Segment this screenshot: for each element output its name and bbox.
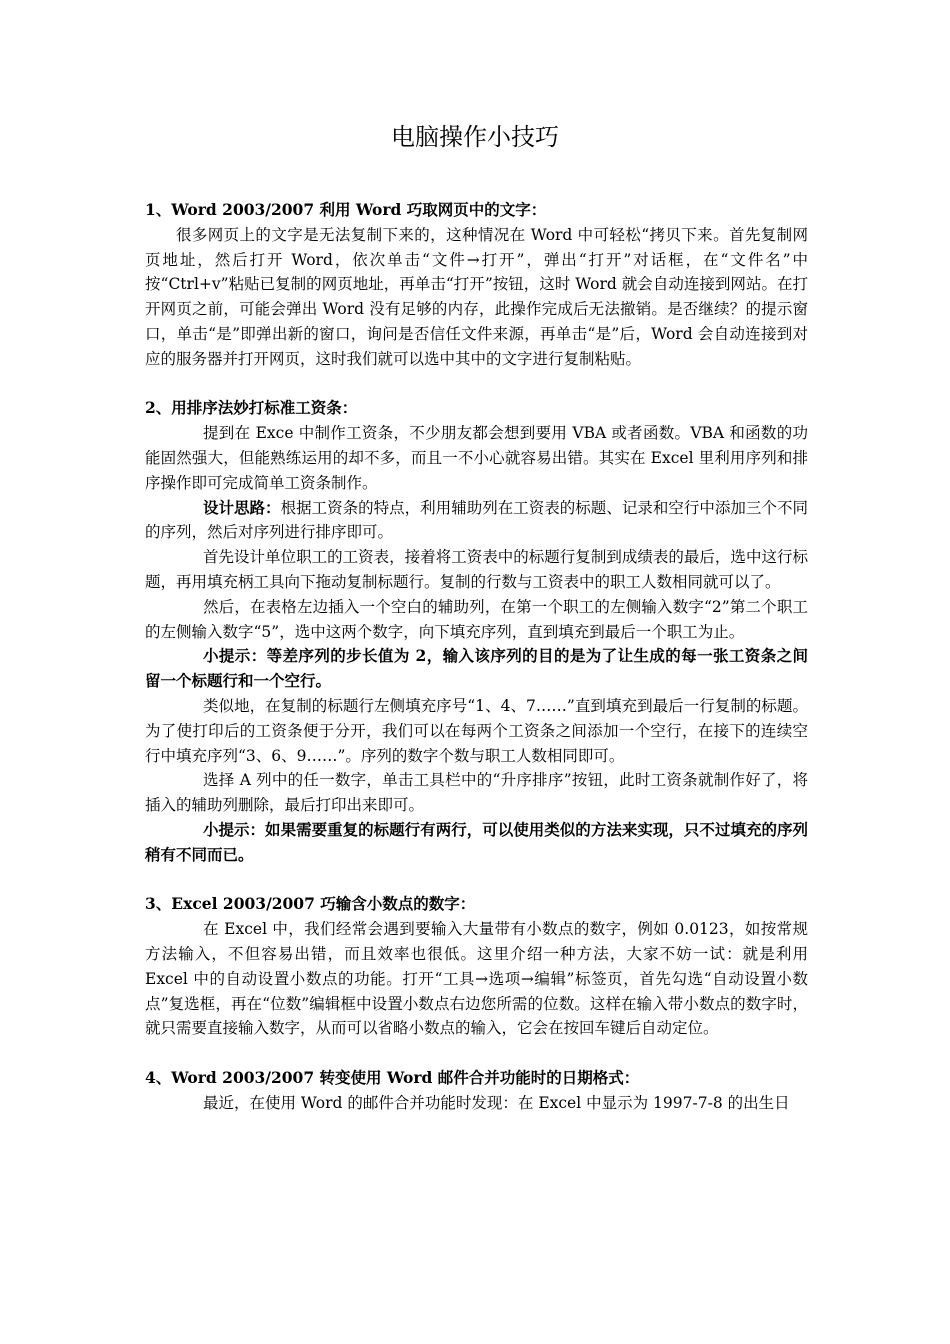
section-2-design-paragraph	[145, 496, 808, 546]
section-1-heading: 1、Word 2003/2007 利用 Word 巧取网页中的文字：	[145, 200, 547, 219]
section-4-heading: 4、Word 2003/2007 转变使用 Word 邮件合并功能时的日期格式：	[145, 1067, 640, 1087]
section-2-paragraph-4: 然后，在表格左边插入一个空白的辅助列，在第一个职工的左侧输入数字“2”第二个职工的左侧输入数字“5”，选中这两个数字，向下填充序列，直到填充到最后一个职工为止。	[145, 597, 808, 641]
section-2-paragraph-1: 提到在 Exce 中制作工资条，不少朋友都会想到要用 VBA 或者函数。VBA 和函数的功能固然强大，但能熟练运用的却不多，而且一不小心就容易出错。其实在 Excel 里利用序列和排序操作即可完成简单工资条制作。	[145, 424, 808, 492]
section-2-tip-1: 小提示：等差序列的步长值为 2，输入该序列的目的是为了让生成的每一张工资条之间留一个标题行和一个空行。	[145, 646, 808, 691]
design-label: 设计思路：	[203, 497, 281, 517]
spacer	[145, 372, 808, 397]
section-1-paragraph-1: 很多网页上的文字是无法复制下来的，这种情况在 Word 中可轻松“拷贝下来。首先复制网页地址，然后打开 Word，依次单击“文件→打开”，弹出“打开”对话框，在“文件名”中按“Ctrl+v”粘贴已复制的网页地址，再单击“打开”按钮，这时 Word 就会自动连接到网站。在打开网页之前，可能会弹出 Word 没有足够的内存，此操作完成后无法撤销。是否继续？的提示窗口，单击“是”即弹出新的窗口，询问是否信任文件来源，再单击“是”后，Word 会自动连接到对应的服务器并打开网页，这时我们就可以选中其中的文字进行复制粘贴。	[145, 225, 808, 368]
section-4-paragraph-1: 最近，在使用 Word 的邮件合并功能时发现：在 Excel 中显示为 1997-7-8 的出生日	[203, 1093, 790, 1112]
document-body	[145, 198, 808, 1115]
section-2-paragraph-3: 首先设计单位职工的工资表，接着将工资表中的标题行复制到成绩表的最后，选中这行标题，再用填充柄工具向下拖动复制标题行。复制的行数与工资表中的职工人数相同就可以了。	[145, 548, 808, 591]
spacer	[145, 1041, 808, 1066]
section-3-paragraph-1: 在 Excel 中，我们经常会遇到要输入大量带有小数点的数字，例如 0.0123，如按常规方法输入，不但容易出错，而且效率也很低。这里介绍一种方法，大家不妨一试：就是利用 Excel 中的自动设置小数点的功能。打开“工具→选项→编辑”标签页，首先勾选“自动设置小数点”复选框，再在“位数”编辑框中设置小数点右边您所需的位数。这样在输入带小数点的数字时，就只需要直接输入数字，从而可以省略小数点的输入，它会在按回车键后自动定位。	[145, 920, 808, 1038]
page-title: 电脑操作小技巧	[391, 123, 559, 151]
section-2-heading: 2、用排序法妙打标准工资条：	[145, 398, 358, 418]
section-3-heading: 3、Excel 2003/2007 巧输含小数点的数字：	[145, 894, 476, 914]
section-2-paragraph-7: 选择 A 列中的任一数字，单击工具栏中的“升序排序”按钮，此时工资条就制作好了，将插入的辅助列删除，最后打印出来即可。	[145, 771, 808, 815]
section-2-paragraph-6: 类似地，在复制的标题行左侧填充序号“1、4、7……”直到填充到最后一行复制的标题。为了使打印后的工资条便于分开，我们可以在每两个工资条之间添加一个空行，在接下的连续空行中填充序列“3、6、9……”。序列的数字个数与职工人数相同即可。	[145, 696, 808, 765]
spacer	[145, 868, 808, 893]
design-text: 根据工资条的特点，利用辅助列在工资表的标题、记录和空行中添加三个不同的序列，然后对序列进行排序即可。	[145, 498, 808, 542]
section-2-tip-2: 小提示：如果需要重复的标题行有两行，可以使用类似的方法来实现，只不过填充的序列稍有不同而已。	[145, 819, 808, 864]
